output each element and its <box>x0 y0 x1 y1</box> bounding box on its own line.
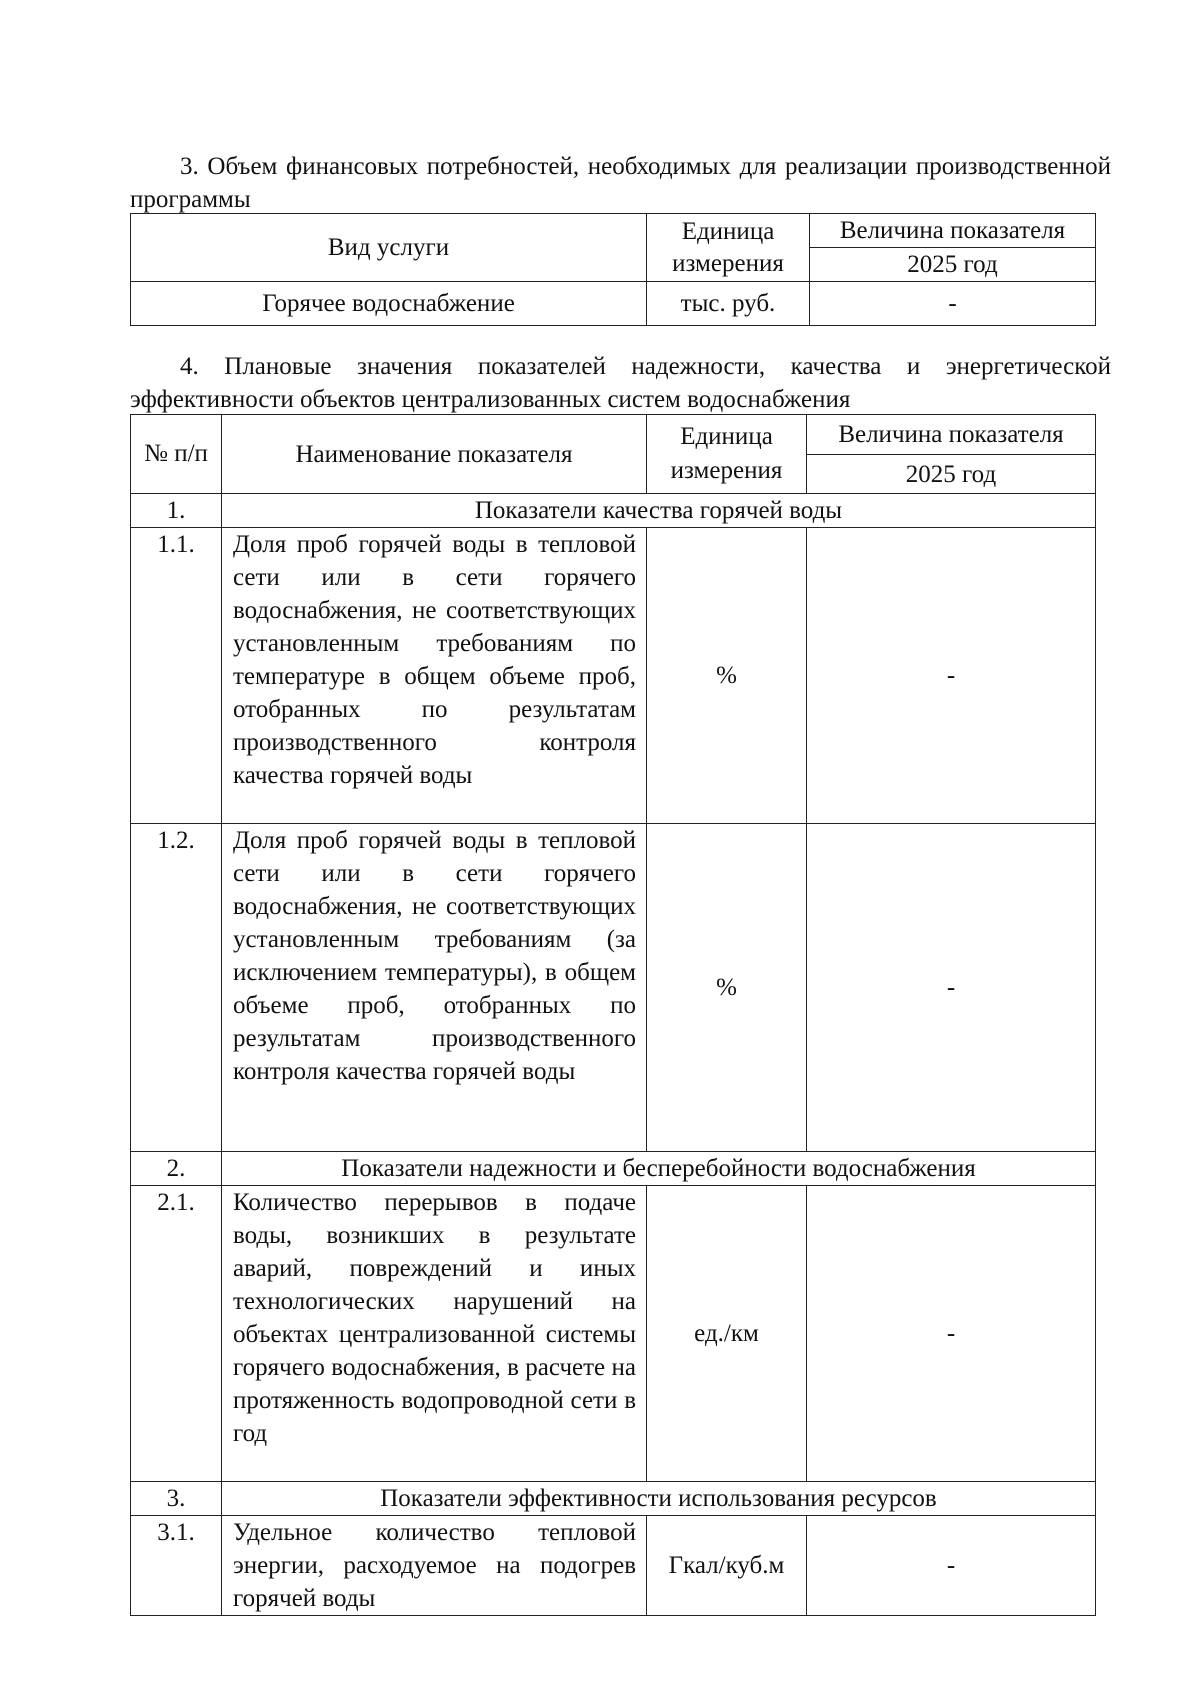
group-row <box>131 494 1096 528</box>
value-cell: - <box>807 824 1096 1152</box>
section-4-heading: 4. Плановые значения показателей надежности, качества и энергетической эффективности объектов централизованных систем водоснабжения <box>130 353 1111 413</box>
row-num: 1.1. <box>131 528 222 824</box>
group-num: 2. <box>131 1152 222 1186</box>
header-name: Наименование показателя <box>222 415 647 494</box>
header-num: № п/п <box>131 415 222 494</box>
group-title: Показатели качества горячей воды <box>222 494 1096 528</box>
header-unit: Единица измерения <box>647 415 807 494</box>
unit-cell: тыс. руб. <box>647 282 810 326</box>
header-year: 2025 год <box>807 455 1096 494</box>
indicators-table <box>130 414 1096 1616</box>
header-value: Величина показателя <box>807 415 1096 455</box>
indicator-name: Удельное количество тепловой энергии, расходуемое на подогрев горячей воды <box>222 1516 647 1616</box>
header-value: Величина показателя <box>810 214 1096 248</box>
unit-cell: Гкал/куб.м <box>647 1516 807 1616</box>
indicator-name: Доля проб горячей воды в тепловой сети или в сети горячего водоснабжения, не соответствующих установленным требованиям по температуре в общем объеме проб, отобранных по результатам производственного контроля качества горячей воды <box>222 528 647 824</box>
table-row <box>131 528 1096 824</box>
group-num: 3. <box>131 1482 222 1516</box>
value-cell: - <box>807 528 1096 824</box>
header-year: 2025 год <box>810 248 1096 282</box>
indicator-name: Количество перерывов в подаче воды, возникших в результате аварий, повреждений и иных технологических нарушений на объектах централизованной системы горячего водоснабжения, в расчете на протяженность водопроводной сети в год <box>222 1186 647 1482</box>
indicator-name: Доля проб горячей воды в тепловой сети или в сети горячего водоснабжения, не соответствующих установленным требованиям (за исключением температуры), в общем объеме проб, отобранных по результатам производственного контроля качества горячей воды <box>222 824 647 1152</box>
value-cell: - <box>810 282 1096 326</box>
unit-cell: ед./км <box>647 1186 807 1482</box>
group-num: 1. <box>131 494 222 528</box>
service-cell: Горячее водоснабжение <box>131 282 647 326</box>
table-row <box>131 824 1096 1152</box>
table-row <box>131 282 1096 326</box>
table-row <box>131 1516 1096 1616</box>
group-row <box>131 1152 1096 1186</box>
row-num: 1.2. <box>131 824 222 1152</box>
value-cell: - <box>807 1516 1096 1616</box>
header-service: Вид услуги <box>131 214 647 282</box>
value-cell: - <box>807 1186 1096 1482</box>
section-3-heading: 3. Объем финансовых потребностей, необходимых для реализации производственной программы <box>130 153 1111 213</box>
header-unit: Единица измерения <box>647 214 810 282</box>
row-num: 2.1. <box>131 1186 222 1482</box>
financial-needs-table <box>130 213 1096 326</box>
unit-cell: % <box>647 528 807 824</box>
table-row <box>131 1186 1096 1482</box>
unit-cell: % <box>647 824 807 1152</box>
group-title: Показатели эффективности использования ресурсов <box>222 1482 1096 1516</box>
group-row <box>131 1482 1096 1516</box>
group-title: Показатели надежности и бесперебойности водоснабжения <box>222 1152 1096 1186</box>
row-num: 3.1. <box>131 1516 222 1616</box>
